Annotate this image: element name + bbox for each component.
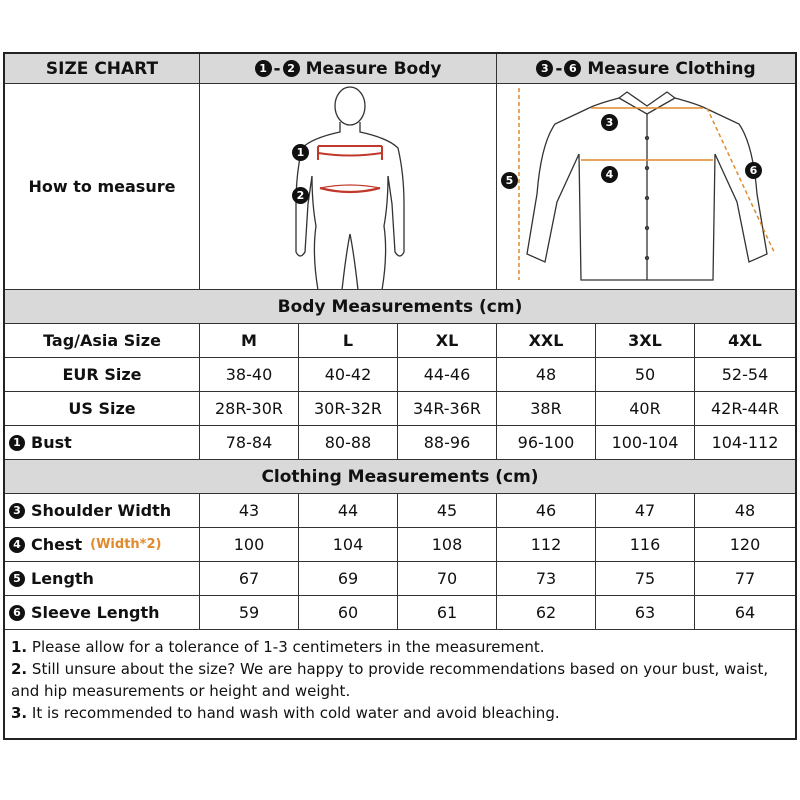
- badge-2: 2: [283, 60, 300, 77]
- num-badge: 5: [9, 571, 25, 587]
- body-figure: [200, 84, 497, 289]
- table-cell: 75: [596, 562, 695, 595]
- us-size-label: US Size: [5, 392, 200, 425]
- table-cell: 44-46: [398, 358, 497, 391]
- badge-6: 6: [564, 60, 581, 77]
- size-header-row: [5, 324, 795, 358]
- measure-clothing-label: Measure Clothing: [587, 58, 756, 79]
- num-badge: 6: [9, 605, 25, 621]
- table-cell: 43: [200, 494, 299, 527]
- size-chart-title: SIZE CHART: [5, 54, 200, 83]
- size-4xl: 4XL: [728, 331, 762, 350]
- table-cell: 64: [734, 603, 756, 622]
- table-cell: 48: [497, 358, 596, 391]
- table-cell: 40-42: [299, 358, 398, 391]
- table-cell: 88-96: [398, 426, 497, 459]
- chest-row: [5, 528, 795, 562]
- table-cell: 67: [200, 562, 299, 595]
- table-cell: 28R-30R: [200, 392, 299, 425]
- note-1: 1. Please allow for a tolerance of 1-3 centimeters in the measurement.: [11, 638, 545, 656]
- how-to-measure-label: How to measure: [5, 84, 200, 289]
- marker-2: 2: [292, 187, 309, 204]
- sleeve-length-label: 6 Sleeve Length: [5, 596, 200, 629]
- num-badge: 4: [9, 537, 25, 553]
- num-badge: 1: [9, 435, 25, 451]
- table-cell: 50: [596, 358, 695, 391]
- body-measurements-title-row: [5, 290, 795, 324]
- table-cell: 38-40: [200, 358, 299, 391]
- table-cell: 47: [596, 494, 695, 527]
- table-cell: 42R-44R: [710, 399, 780, 418]
- table-cell: 104: [299, 528, 398, 561]
- table-cell: 108: [398, 528, 497, 561]
- table-cell: 116: [596, 528, 695, 561]
- table-cell: 100-104: [596, 426, 695, 459]
- badge-1: 1: [255, 60, 272, 77]
- table-cell: 48: [734, 501, 756, 520]
- bust-label: 1 Bust: [5, 426, 200, 459]
- table-cell: 40R: [596, 392, 695, 425]
- chest-width-note: (Width*2): [90, 537, 162, 552]
- table-cell: 63: [596, 596, 695, 629]
- eur-size-label: EUR Size: [5, 358, 200, 391]
- table-cell: 44: [299, 494, 398, 527]
- table-cell: 62: [497, 596, 596, 629]
- body-measurements-title: Body Measurements (cm): [277, 296, 523, 317]
- table-cell: 45: [398, 494, 497, 527]
- sleeve-length-row: [5, 596, 795, 630]
- num-badge: 3: [9, 503, 25, 519]
- length-row: [5, 562, 795, 596]
- shirt-figure: [497, 84, 795, 289]
- header-row: [5, 54, 795, 84]
- measure-body-header: 1 - 2 Measure Body: [200, 54, 497, 83]
- table-cell: 73: [497, 562, 596, 595]
- note-2: 2. Still unsure about the size? We are happy to provide recommendations based on your bust, waist, and hip measurements or height and weight.: [11, 660, 769, 700]
- marker-1: 1: [292, 144, 309, 161]
- marker-5: 5: [501, 172, 518, 189]
- length-label: 5 Length: [5, 562, 200, 595]
- table-cell: 34R-36R: [398, 392, 497, 425]
- shoulder-width-row: [5, 494, 795, 528]
- table-cell: 59: [200, 596, 299, 629]
- marker-6: 6: [745, 162, 762, 179]
- us-size-row: [5, 392, 795, 426]
- table-cell: 38R: [497, 392, 596, 425]
- table-cell: 30R-32R: [299, 392, 398, 425]
- size-chart-sheet: [3, 52, 797, 740]
- size-l: L: [299, 324, 398, 357]
- measure-body-label: Measure Body: [305, 58, 442, 79]
- table-cell: 112: [497, 528, 596, 561]
- table-cell: 96-100: [497, 426, 596, 459]
- badge-3: 3: [536, 60, 553, 77]
- bust-row: [5, 426, 795, 460]
- table-cell: 52-54: [721, 365, 769, 384]
- table-cell: 70: [398, 562, 497, 595]
- clothing-measurements-title: Clothing Measurements (cm): [261, 466, 539, 487]
- size-xxl: XXL: [497, 324, 596, 357]
- tag-asia-size-label: Tag/Asia Size: [5, 324, 200, 357]
- table-cell: 120: [729, 535, 761, 554]
- marker-4: 4: [601, 166, 618, 183]
- how-to-measure-row: [5, 84, 795, 290]
- size-3xl: 3XL: [596, 324, 695, 357]
- table-cell: 60: [299, 596, 398, 629]
- marker-3: 3: [601, 114, 618, 131]
- body-figure-cell: [200, 84, 497, 289]
- table-cell: 77: [734, 569, 756, 588]
- shoulder-width-label: 3 Shoulder Width: [5, 494, 200, 527]
- measure-clothing-header: 3 - 6 Measure Clothing: [497, 54, 795, 83]
- table-cell: 61: [398, 596, 497, 629]
- table-cell: 69: [299, 562, 398, 595]
- chest-label: 4 Chest (Width*2): [5, 528, 200, 561]
- table-cell: 100: [200, 528, 299, 561]
- table-cell: 80-88: [299, 426, 398, 459]
- table-cell: 46: [497, 494, 596, 527]
- table-cell: 104-112: [711, 433, 779, 452]
- eur-size-row: [5, 358, 795, 392]
- size-xl: XL: [398, 324, 497, 357]
- clothing-measurements-title-row: [5, 460, 795, 494]
- shirt-figure-cell: [497, 84, 795, 289]
- table-cell: 78-84: [200, 426, 299, 459]
- note-3: 3. It is recommended to hand wash with cold water and avoid bleaching.: [11, 704, 560, 722]
- notes-section: [5, 630, 795, 730]
- size-m: M: [200, 324, 299, 357]
